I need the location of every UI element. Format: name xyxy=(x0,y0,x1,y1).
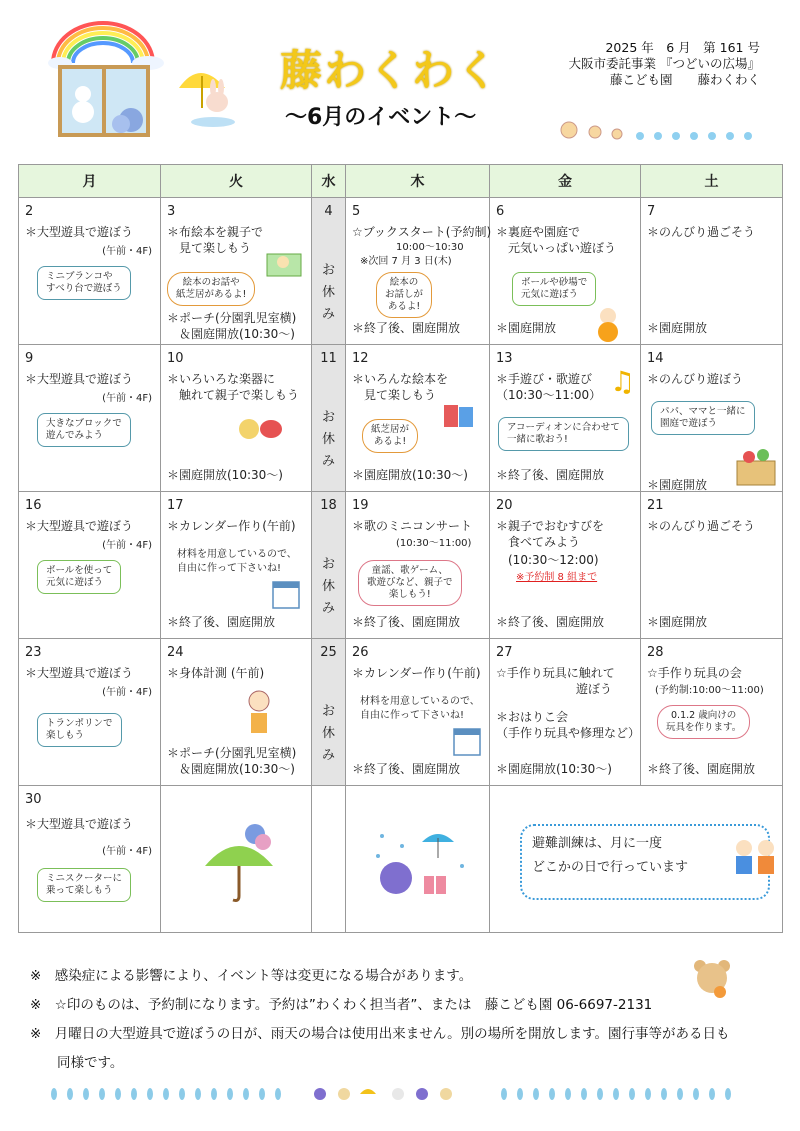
snail-flower-decoration xyxy=(555,118,765,148)
event-text: ＊大型遊具で遊ぼう xyxy=(25,519,134,533)
day-cell xyxy=(161,492,312,639)
day-cell xyxy=(19,639,161,786)
day-cell-closed xyxy=(312,198,346,345)
event-bubble: ミニスクーターに 乗って楽しもう xyxy=(37,868,131,902)
day-cell xyxy=(346,345,490,492)
event-text: ☆手作り玩具に触れて xyxy=(496,666,615,680)
event-bubble: 大きなブロックで 遊んでみよう xyxy=(37,413,131,447)
event-time: (午前・4F) xyxy=(102,687,152,698)
day-number: 11 xyxy=(320,351,337,366)
closed-label: お 休 み xyxy=(321,410,335,469)
day-number: 10 xyxy=(167,351,184,366)
event-text: 触れて親子で楽しもう xyxy=(167,388,300,402)
event-text: ＊終了後、園庭開放 xyxy=(167,615,276,629)
event-time: (午前・4F) xyxy=(102,246,152,257)
day-number: 9 xyxy=(25,351,34,366)
day-cell xyxy=(346,786,490,933)
event-text: 見て楽しもう xyxy=(167,241,252,255)
weekday-wed: 水 xyxy=(312,165,346,198)
event-text: ☆ブックスタート(予約制) xyxy=(352,225,492,239)
day-cell-closed xyxy=(312,492,346,639)
event-text: ＊布絵本を親子で xyxy=(167,225,264,239)
notice-cell xyxy=(490,786,783,933)
event-time: (10:30～11:00) xyxy=(396,538,472,549)
weekday-thu: 木 xyxy=(346,165,490,198)
hydrangea-umbrella-icon xyxy=(199,816,279,906)
svg-text:♫: ♫ xyxy=(610,365,636,398)
day-cell xyxy=(161,345,312,492)
event-text: ☆手作り玩具の会 xyxy=(647,666,742,680)
event-text: ＊身体計測 (午前) xyxy=(167,666,265,680)
event-text: ＊ポーチ(分園乳児室横) xyxy=(167,746,297,760)
issue-line-3: 藤こども園 藤わくわく xyxy=(609,72,760,87)
notes-section xyxy=(30,962,730,1078)
day-cell xyxy=(19,345,161,492)
day-cell xyxy=(490,198,641,345)
event-text: 元気いっぱい遊ぼう xyxy=(496,241,617,255)
closed-label: お 休 み xyxy=(321,263,335,322)
day-number: 18 xyxy=(320,498,337,513)
event-text: ＊手遊び・歌遊び xyxy=(496,372,593,386)
day-cell xyxy=(490,492,641,639)
instruments-icon xyxy=(237,415,285,443)
day-number: 17 xyxy=(167,498,184,513)
bear-illustration xyxy=(690,958,736,1002)
picture-book-icon xyxy=(265,246,305,280)
note-1: ※ 感染症による影響により、イベント等は変更になる場合があります。 xyxy=(30,968,473,984)
day-number: 24 xyxy=(167,645,184,660)
event-text: ＊園庭開放(10:30～) xyxy=(352,468,468,482)
event-time: (10:30～12:00) xyxy=(508,553,599,567)
event-text: ＊大型遊具で遊ぼう xyxy=(25,225,134,239)
event-time: (午前・4F) xyxy=(102,393,152,404)
issue-line-1: 2025 年 6 月 第 161 号 xyxy=(605,40,760,55)
child-measuring-icon xyxy=(241,689,277,739)
event-text: ＊園庭開放 xyxy=(647,615,708,629)
raindrop-decoration xyxy=(48,1082,758,1104)
closed-label: お 休 み xyxy=(321,704,335,763)
day-cell xyxy=(19,786,161,933)
event-text: ＊大型遊具で遊ぼう xyxy=(25,817,134,831)
event-bubble: アコーディオンに合わせて 一緒に歌おう! xyxy=(498,417,629,451)
day-cell-closed xyxy=(312,345,346,492)
event-bubble: パパ、ママと一緒に 園庭で遊ぼう xyxy=(651,401,755,435)
event-note: 材料を用意しているので、 自由に作って下さいね! xyxy=(360,696,480,721)
day-number: 25 xyxy=(320,645,337,660)
weekday-tue: 火 xyxy=(161,165,312,198)
day-number: 4 xyxy=(324,204,333,219)
notice-line-1: 避難訓練は、月に一度 xyxy=(532,836,663,851)
event-text: ＊いろんな絵本を xyxy=(352,372,449,386)
event-text: ＊終了後、園庭開放 xyxy=(496,615,605,629)
day-cell xyxy=(490,639,641,786)
event-text: ＊おはりこ会 xyxy=(496,710,569,724)
day-number: 12 xyxy=(352,351,369,366)
day-cell-closed xyxy=(312,639,346,786)
day-number: 6 xyxy=(496,204,505,219)
event-text: ＊いろいろな楽器に xyxy=(167,372,276,386)
reservation-note: ※予約制 8 組まで xyxy=(516,572,598,583)
event-text: ＊カレンダー作り(午前) xyxy=(352,666,481,680)
children-icon xyxy=(730,836,780,882)
day-number: 2 xyxy=(25,204,34,219)
weekday-mon: 月 xyxy=(19,165,161,198)
event-text: 見て楽しもう xyxy=(352,388,437,402)
day-cell xyxy=(19,198,161,345)
event-calendar xyxy=(18,164,783,933)
event-bubble: ボールを使って 元気に遊ぼう xyxy=(37,560,121,594)
day-number: 3 xyxy=(167,204,176,219)
event-text: ＊終了後、園庭開放 xyxy=(647,762,756,776)
day-cell xyxy=(161,198,312,345)
day-cell xyxy=(641,345,783,492)
day-number: 13 xyxy=(496,351,513,366)
day-number: 23 xyxy=(25,645,42,660)
day-cell xyxy=(641,639,783,786)
day-cell xyxy=(346,639,490,786)
event-text: ＊終了後、園庭開放 xyxy=(496,468,605,482)
umbrella-rabbit-illustration xyxy=(175,58,245,130)
day-cell xyxy=(312,786,346,933)
event-bubble: 絵本のお話や 紙芝居があるよ! xyxy=(167,272,255,306)
event-text: ＊園庭開放 xyxy=(647,321,708,335)
event-bubble: 紙芝居が あるよ! xyxy=(362,419,418,453)
rainbow-illustration xyxy=(48,18,158,68)
event-text: ＊裏庭や園庭で xyxy=(496,225,581,239)
day-cell xyxy=(161,639,312,786)
toy-box-icon xyxy=(733,447,779,487)
day-number: 26 xyxy=(352,645,369,660)
event-time: (予約制:10:00～11:00) xyxy=(655,685,764,696)
weekday-sat: 土 xyxy=(641,165,783,198)
event-bubble: ボールや砂場で 元気に遊ぼう xyxy=(512,272,596,306)
rain-hydrangea-icon xyxy=(372,826,468,906)
page-title: 藤わくわく xyxy=(280,46,501,95)
window-illustration xyxy=(55,62,155,140)
notice-line-2: どこかの日で行っています xyxy=(532,860,689,875)
note-2: ※ ☆印のものは、予約制になります。予約は”わくわく担当者”、または 藤こども園 06-6697-2131 xyxy=(30,997,653,1013)
event-text: ＊園庭開放 xyxy=(647,478,708,492)
day-number: 28 xyxy=(647,645,664,660)
event-time: (午前・4F) xyxy=(102,846,152,857)
day-cell xyxy=(641,492,783,639)
day-cell xyxy=(490,345,641,492)
event-text: （10:30～11:00） xyxy=(496,388,602,402)
day-cell xyxy=(161,786,312,933)
day-cell xyxy=(19,492,161,639)
event-text: ＊カレンダー作り(午前) xyxy=(167,519,296,533)
day-cell xyxy=(346,492,490,639)
calendar-icon xyxy=(271,578,301,610)
event-bubble: トランポリンで 楽しもう xyxy=(37,713,122,747)
event-text: ＊園庭開放(10:30～) xyxy=(496,762,612,776)
event-text: ＊のんびり遊ぼう xyxy=(647,372,744,386)
event-note: 材料を用意しているので、 自由に作って下さいね! xyxy=(177,549,297,574)
event-text: 遊ぼう xyxy=(576,682,613,696)
day-number: 16 xyxy=(25,498,42,513)
event-text: ＊ポーチ(分園乳児室横) xyxy=(167,311,297,325)
note-4: 同様です。 xyxy=(30,1055,124,1071)
event-text: ＊園庭開放 xyxy=(496,321,557,335)
note-3: ※ 月曜日の大型遊具で遊ぼうの日が、雨天の場合は使用出来ません。別の場所を開放します。園行事等がある日も xyxy=(30,1026,730,1042)
event-note: ※次回 7 月 3 日(木) xyxy=(360,256,452,267)
event-text: ＊終了後、園庭開放 xyxy=(352,321,461,335)
day-number: 30 xyxy=(25,792,42,807)
day-number: 7 xyxy=(647,204,656,219)
issue-info xyxy=(560,40,760,88)
closed-label: お 休 み xyxy=(321,557,335,616)
day-number: 5 xyxy=(352,204,361,219)
event-bubble: 0.1.2 歳向けの 玩具を作ります。 xyxy=(657,705,750,739)
event-text: ＊のんびり過ごそう xyxy=(647,225,756,239)
page-subtitle: ～6月のイベント～ xyxy=(285,105,477,130)
day-number: 20 xyxy=(496,498,513,513)
day-cell xyxy=(641,198,783,345)
day-number: 27 xyxy=(496,645,513,660)
child-pumpkin-icon xyxy=(590,306,626,342)
event-text: ＊大型遊具で遊ぼう xyxy=(25,372,134,386)
event-text: ＊歌のミニコンサート xyxy=(352,519,473,533)
event-text: ＊終了後、園庭開放 xyxy=(352,615,461,629)
day-cell xyxy=(346,198,490,345)
event-text: ＊終了後、園庭開放 xyxy=(352,762,461,776)
event-text: ＊のんびり過ごそう xyxy=(647,519,756,533)
event-bubble: 絵本の お話しが あるよ! xyxy=(376,272,432,318)
music-note-icon xyxy=(608,361,636,401)
event-text: 食べてみよう xyxy=(496,535,581,549)
event-time: 10:00～10:30 xyxy=(396,242,464,253)
day-number: 21 xyxy=(647,498,664,513)
event-bubble: 童謡、歌ゲーム、 歌遊びなど、親子で 楽しもう! xyxy=(358,560,462,606)
issue-line-2: 大阪市委託事業 『つどいの広場』 xyxy=(568,56,760,71)
event-bubble: ミニブランコや すべり台で遊ぼう xyxy=(37,266,131,300)
day-number: 19 xyxy=(352,498,369,513)
weekday-fri: 金 xyxy=(490,165,641,198)
event-text: ＆園庭開放(10:30～) xyxy=(167,762,295,776)
event-time: (午前・4F) xyxy=(102,540,152,551)
event-text: ＊親子でおむすびを xyxy=(496,519,605,533)
kamishibai-icon xyxy=(442,401,476,431)
event-text: ＆園庭開放(10:30～) xyxy=(167,327,295,341)
event-text: ＊園庭開放(10:30～) xyxy=(167,468,283,482)
calendar-icon xyxy=(452,725,482,757)
day-number: 14 xyxy=(647,351,664,366)
event-text: （手作り玩具や修理など） xyxy=(496,726,641,740)
event-text: ＊大型遊具で遊ぼう xyxy=(25,666,134,680)
